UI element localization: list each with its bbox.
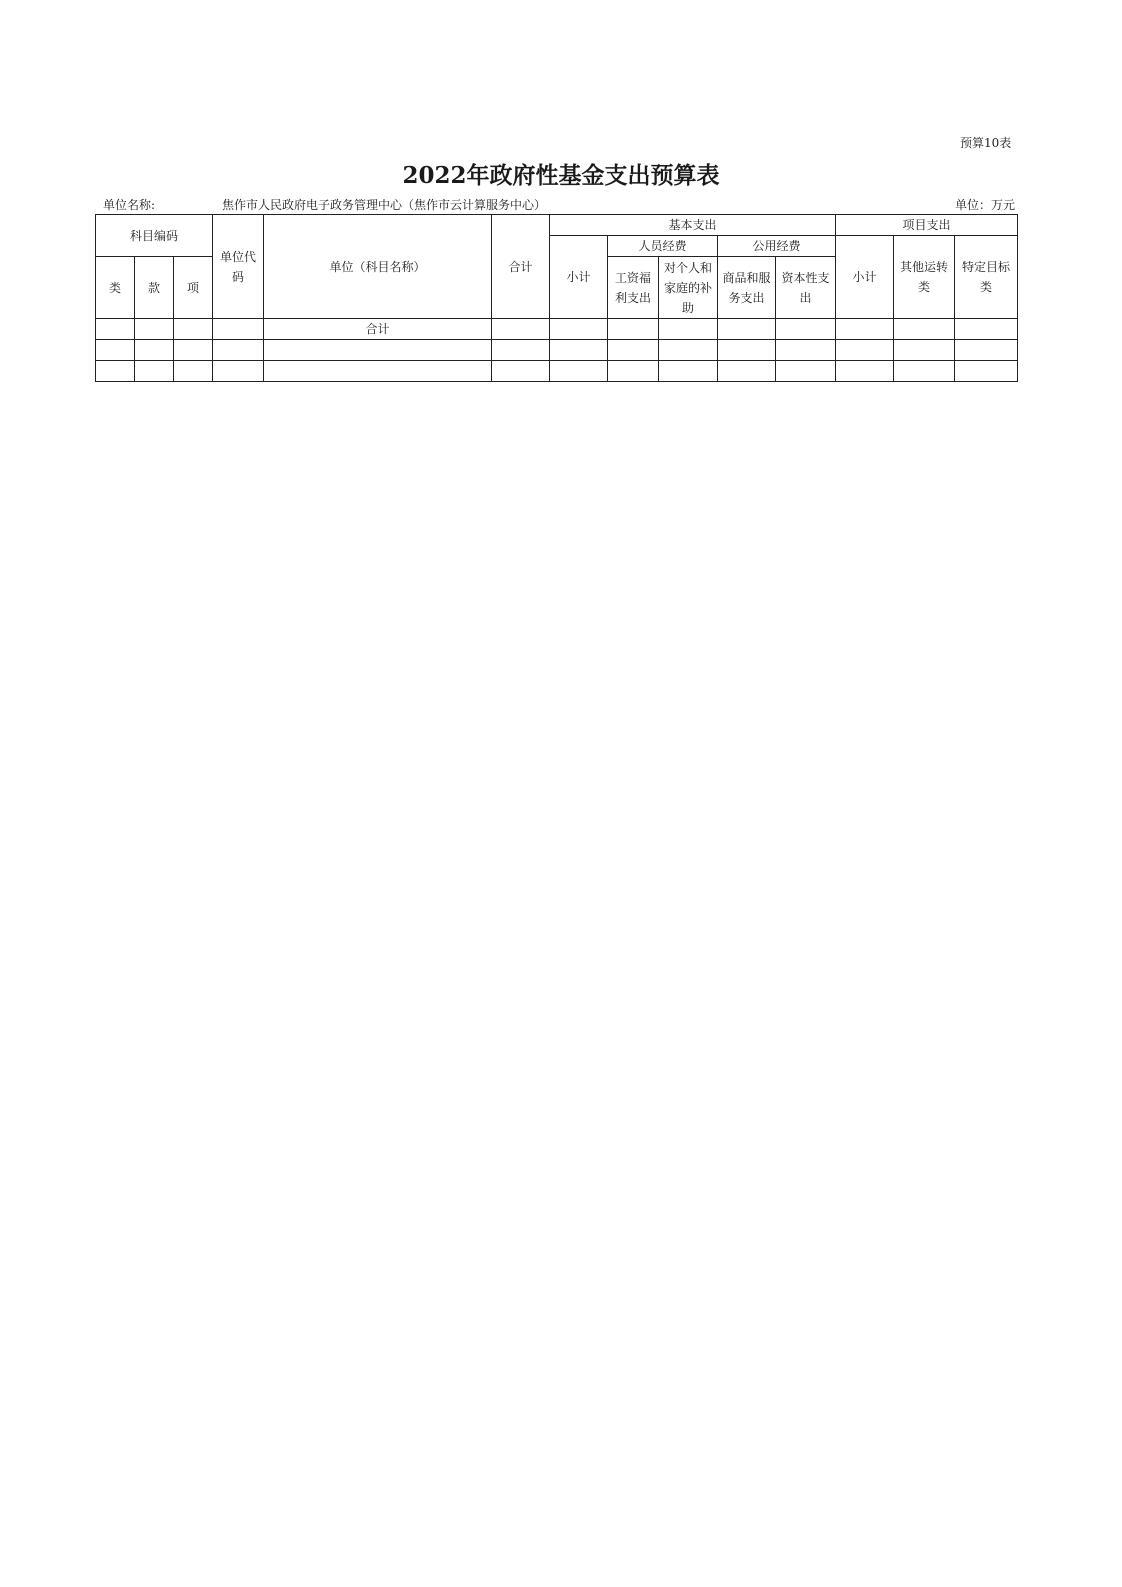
row-name-cell [264, 340, 492, 361]
unit-name-label: 单位名称: [103, 198, 156, 212]
table-cell [894, 361, 955, 382]
table-cell [135, 361, 174, 382]
table-cell [659, 340, 718, 361]
table-cell [659, 361, 718, 382]
table-cell [608, 361, 659, 382]
header-qita-yunzhuan: 其他运转类 [894, 236, 955, 319]
table-cell [718, 361, 776, 382]
header-gongyong-jingfei: 公用经费 [718, 236, 836, 257]
table-cell [550, 361, 608, 382]
header-heji: 合计 [492, 215, 550, 319]
table-row [96, 319, 1018, 340]
table-cell [955, 361, 1018, 382]
table-cell [135, 340, 174, 361]
table-cell [96, 361, 135, 382]
table-cell [955, 340, 1018, 361]
table-cell [659, 319, 718, 340]
header-gongzi-fuli: 工资福利支出 [608, 257, 659, 319]
table-cell [836, 340, 894, 361]
table-cell [492, 340, 550, 361]
header-xiangmu-zhichu: 项目支出 [836, 215, 1018, 236]
header-kemu-bianma: 科目编码 [96, 215, 213, 257]
table-cell [492, 319, 550, 340]
table-cell [550, 319, 608, 340]
table-cell [836, 361, 894, 382]
table-cell [213, 340, 264, 361]
header-shangpin-fuwu: 商品和服务支出 [718, 257, 776, 319]
table-cell [550, 340, 608, 361]
header-xiangmu-xiaoji: 小计 [836, 236, 894, 319]
form-number: 预算10表 [960, 136, 1012, 150]
table-cell [608, 319, 659, 340]
unit-name-value: 焦作市人民政府电子政务管理中心（焦作市云计算服务中心） [222, 198, 547, 212]
budget-table [95, 214, 1018, 382]
table-cell [213, 361, 264, 382]
header-lei: 类 [96, 257, 135, 319]
header-danwei-mingcheng: 单位（科目名称） [264, 215, 492, 319]
page-title: 2022年政府性基金支出预算表 [402, 162, 720, 189]
table-cell [135, 319, 174, 340]
header-teding-mubiao: 特定目标类 [955, 236, 1018, 319]
table-cell [955, 319, 1018, 340]
header-danwei-daima: 单位代码 [213, 215, 264, 319]
table-cell [174, 361, 213, 382]
row-name-cell [264, 361, 492, 382]
header-ziben-xing: 资本性支出 [776, 257, 836, 319]
header-jiben-xiaoji: 小计 [550, 236, 608, 319]
header-jiben-zhichu: 基本支出 [550, 215, 836, 236]
table-cell [894, 319, 955, 340]
table-cell [894, 340, 955, 361]
table-cell [608, 340, 659, 361]
header-xiang: 项 [174, 257, 213, 319]
header-kuan: 款 [135, 257, 174, 319]
table-cell [776, 319, 836, 340]
table-cell [718, 340, 776, 361]
table-row [96, 340, 1018, 361]
table-cell [213, 319, 264, 340]
table-cell [174, 340, 213, 361]
table-cell [96, 319, 135, 340]
table-cell [96, 340, 135, 361]
header-geren-jiating: 对个人和家庭的补助 [659, 257, 718, 319]
table-cell [718, 319, 776, 340]
money-unit: 单位：万元 [955, 198, 1016, 212]
table-cell [492, 361, 550, 382]
header-row-1 [96, 215, 1018, 236]
table-cell [776, 340, 836, 361]
table-cell [174, 319, 213, 340]
row-name-cell: 合计 [264, 319, 492, 340]
table-cell [836, 319, 894, 340]
table-row [96, 361, 1018, 382]
table-cell [776, 361, 836, 382]
header-renyuan-jingfei: 人员经费 [608, 236, 718, 257]
